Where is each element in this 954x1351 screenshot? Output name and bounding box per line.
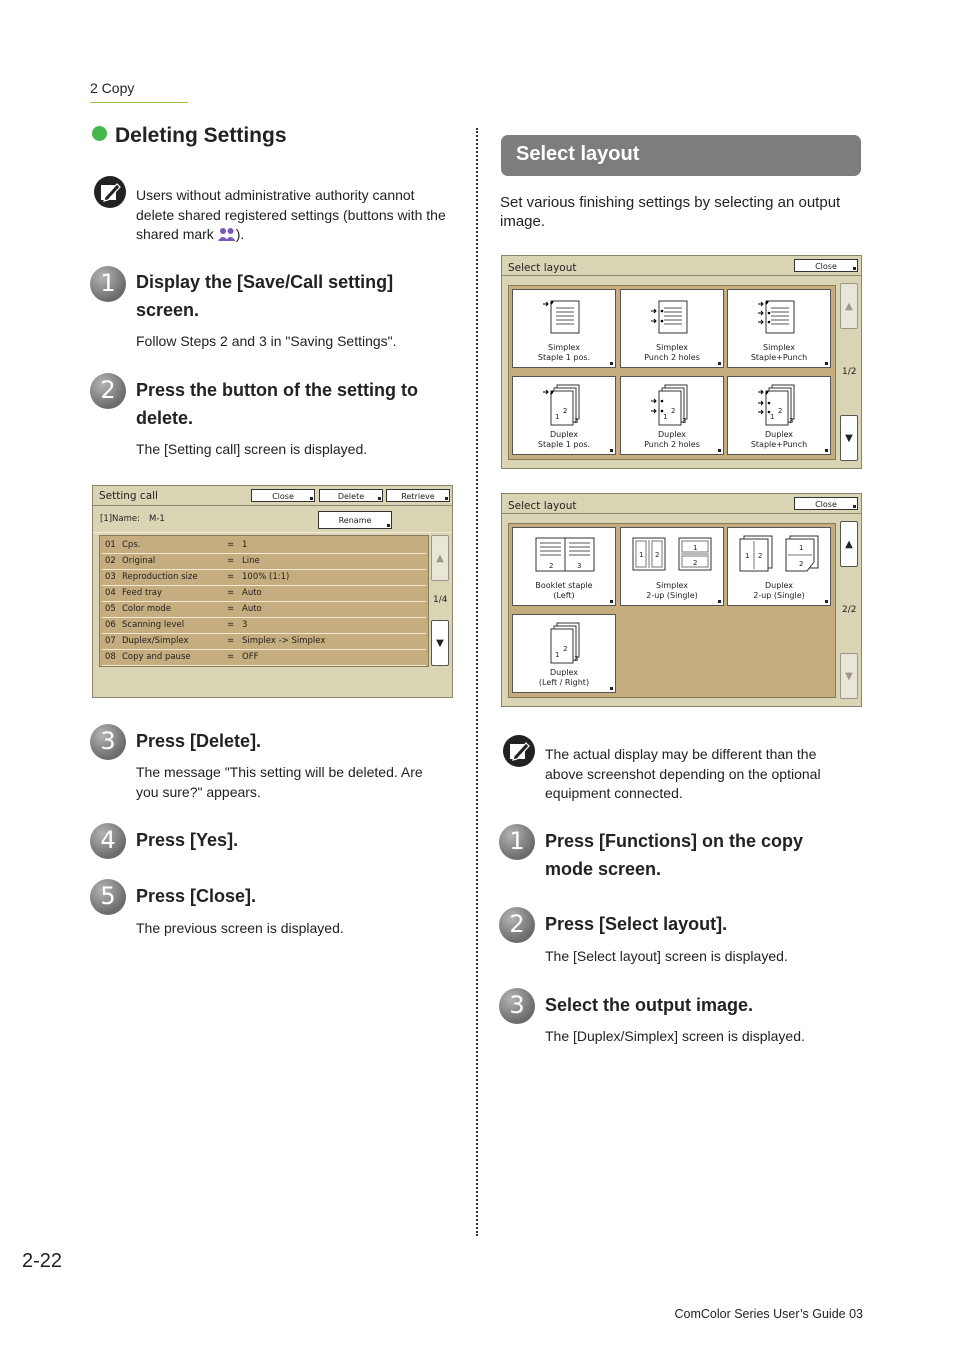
page-number: 2-22: [22, 1250, 63, 1272]
close-button[interactable]: Close: [794, 497, 858, 510]
scroll-down-button[interactable]: ▼: [840, 653, 858, 699]
step-1-desc: Follow Steps 2 and 3 in "Saving Settings".: [136, 333, 397, 349]
step-4-number: 4: [90, 823, 126, 859]
svg-text:2: 2: [655, 551, 660, 559]
svg-text:2: 2: [758, 552, 763, 560]
scroll-down-button[interactable]: ▼: [431, 620, 449, 666]
column-divider: [476, 128, 478, 1236]
scroll-up-button[interactable]: ▲: [431, 535, 449, 581]
layout-tile-booklet-staple[interactable]: 2 3 Booklet staple (Left): [512, 527, 616, 606]
duplex-staple-punch-icon: [728, 377, 832, 437]
setting-row[interactable]: 04 Feed tray = Auto: [102, 586, 426, 602]
setting-row[interactable]: 06 Scanning level = 3: [102, 618, 426, 634]
step-2-title: Press the button of the setting to delete.: [136, 380, 418, 428]
booklet-staple-icon: [513, 528, 617, 588]
right-step-1-title: Press [Functions] on the copy mode screen.: [545, 831, 804, 879]
duplex-punch-icon: [621, 377, 725, 437]
svg-text:3: 3: [574, 417, 579, 425]
step-3-desc: The message "This setting will be deleted. Are you sure?" appears.: [136, 764, 423, 800]
svg-text:2: 2: [671, 407, 676, 415]
layout-tile-duplex-staple[interactable]: 1 2 3 Duplex Staple 1 pos.: [512, 376, 616, 455]
svg-text:2: 2: [563, 407, 568, 415]
select-layout-heading: Select layout: [501, 135, 861, 176]
screen-1-title: Select layout: [508, 262, 577, 274]
right-step-3-desc: The [Duplex/Simplex] screen is displayed.: [545, 1028, 805, 1044]
name-value: M-1: [149, 514, 165, 524]
simplex-staple-icon: [513, 290, 617, 350]
setting-row[interactable]: 01 Cps. = 1: [102, 538, 426, 554]
svg-text:1: 1: [745, 552, 750, 560]
close-button[interactable]: Close: [794, 259, 858, 272]
setting-row[interactable]: 08 Copy and pause = OFF: [102, 650, 426, 666]
page-indicator: 1/2: [842, 367, 857, 377]
svg-text:2: 2: [799, 560, 804, 568]
svg-text:1: 1: [555, 651, 560, 659]
step-1-number: 1: [90, 266, 126, 302]
retrieve-button[interactable]: Retrieve: [386, 489, 450, 502]
simplex-2up-icon: [621, 528, 725, 588]
note-pencil-icon: [93, 175, 127, 209]
layout-tile-duplex-punch[interactable]: 1 2 3 Duplex Punch 2 holes: [620, 376, 724, 455]
name-divider: [93, 532, 452, 533]
chapter-underline: [90, 102, 188, 103]
svg-text:3: 3: [577, 562, 582, 570]
layout-tile-duplex-left-right[interactable]: 1 2 3 Duplex (Left / Right): [512, 614, 616, 693]
svg-text:3: 3: [574, 655, 579, 663]
layout-tile-simplex-staple[interactable]: Simplex Staple 1 pos.: [512, 289, 616, 368]
svg-text:1: 1: [555, 413, 560, 421]
right-step-3-number: 3: [499, 988, 535, 1024]
step-3-title: Press [Delete].: [136, 731, 262, 751]
right-step-2-title: Press [Select layout].: [545, 914, 728, 934]
step-5-title: Press [Close].: [136, 886, 257, 906]
svg-text:1: 1: [639, 551, 644, 559]
select-layout-screen-2: [501, 493, 862, 707]
setting-row[interactable]: 05 Color mode = Auto: [102, 602, 426, 618]
svg-text:1: 1: [799, 544, 804, 552]
scroll-down-button[interactable]: ▼: [840, 415, 858, 461]
step-2-number: 2: [90, 373, 126, 409]
section-title-deleting: Deleting Settings: [92, 124, 287, 148]
title-divider: [93, 505, 452, 506]
svg-text:3: 3: [789, 417, 794, 425]
select-layout-screen-1: [501, 255, 862, 469]
chapter-label: 2 Copy: [90, 80, 135, 96]
simplex-staple-punch-icon: [728, 290, 832, 350]
page-indicator: 2/2: [842, 605, 857, 615]
svg-text:1: 1: [693, 544, 698, 552]
close-button[interactable]: Close: [251, 489, 315, 502]
setting-row[interactable]: 07 Duplex/Simplex = Simplex -> Simplex: [102, 634, 426, 650]
duplex-staple-icon: [513, 377, 617, 437]
title-divider: [502, 275, 861, 276]
guide-title: ComColor Series User’s Guide 03: [674, 1307, 863, 1321]
layout-tile-duplex-staple-punch[interactable]: 1 2 3 Duplex Staple+Punch: [727, 376, 831, 455]
scroll-up-button[interactable]: ▲: [840, 521, 858, 567]
step-3-number: 3: [90, 724, 126, 760]
svg-text:3: 3: [682, 417, 687, 425]
svg-text:2: 2: [563, 645, 568, 653]
rename-button[interactable]: Rename: [318, 511, 392, 529]
setting-list: [99, 535, 429, 667]
setting-row[interactable]: 03 Reproduction size = 100% (1:1): [102, 570, 426, 586]
scroll-up-button[interactable]: ▲: [840, 283, 858, 329]
layout-tile-simplex-punch[interactable]: Simplex Punch 2 holes: [620, 289, 724, 368]
right-step-2-desc: The [Select layout] screen is displayed.: [545, 948, 788, 964]
screen-2-title: Select layout: [508, 500, 577, 512]
step-5-number: 5: [90, 879, 126, 915]
right-step-2-number: 2: [499, 907, 535, 943]
svg-text:2: 2: [549, 562, 554, 570]
layout-tile-duplex-2up[interactable]: 1 2 1 2 Duplex 2-up (Single): [727, 527, 831, 606]
svg-text:2: 2: [778, 407, 783, 415]
note-pencil-icon: [502, 734, 536, 768]
right-step-1-number: 1: [499, 824, 535, 860]
svg-text:2: 2: [693, 559, 698, 567]
setting-call-screen: [92, 485, 453, 698]
green-bullet-icon: [92, 126, 107, 141]
duplex-left-right-icon: [513, 615, 617, 675]
step-1-title: Display the [Save/Call setting] screen.: [136, 272, 394, 320]
select-layout-intro: Set various finishing settings by selecting an output image.: [500, 194, 841, 230]
note-admin-authority: Users without administrative authority cannot delete shared registered settings (buttons with the shared mark ).: [136, 187, 446, 242]
step-5-desc: The previous screen is displayed.: [136, 920, 344, 936]
delete-button[interactable]: Delete: [319, 489, 383, 502]
note-display-difference: The actual display may be different than the above screenshot depending on the optional equipment connected.: [545, 746, 821, 801]
layout-tile-simplex-2up[interactable]: 1 2 1 2 Simplex 2-up (Single): [620, 527, 724, 606]
shared-mark-icon: [218, 227, 236, 241]
svg-text:1: 1: [770, 413, 775, 421]
setting-row[interactable]: 02 Original = Line: [102, 554, 426, 570]
layout-tile-simplex-staple-punch[interactable]: Simplex Staple+Punch: [727, 289, 831, 368]
step-4-title: Press [Yes].: [136, 830, 239, 850]
name-label: [1]Name:: [100, 514, 140, 524]
title-divider: [502, 513, 861, 514]
step-2-desc: The [Setting call] screen is displayed.: [136, 441, 368, 457]
setting-call-title: Setting call: [99, 490, 158, 502]
duplex-2up-icon: [728, 528, 832, 588]
svg-text:1: 1: [663, 413, 668, 421]
simplex-punch-icon: [621, 290, 725, 350]
right-step-3-title: Select the output image.: [545, 995, 754, 1015]
page-indicator: 1/4: [433, 595, 448, 605]
